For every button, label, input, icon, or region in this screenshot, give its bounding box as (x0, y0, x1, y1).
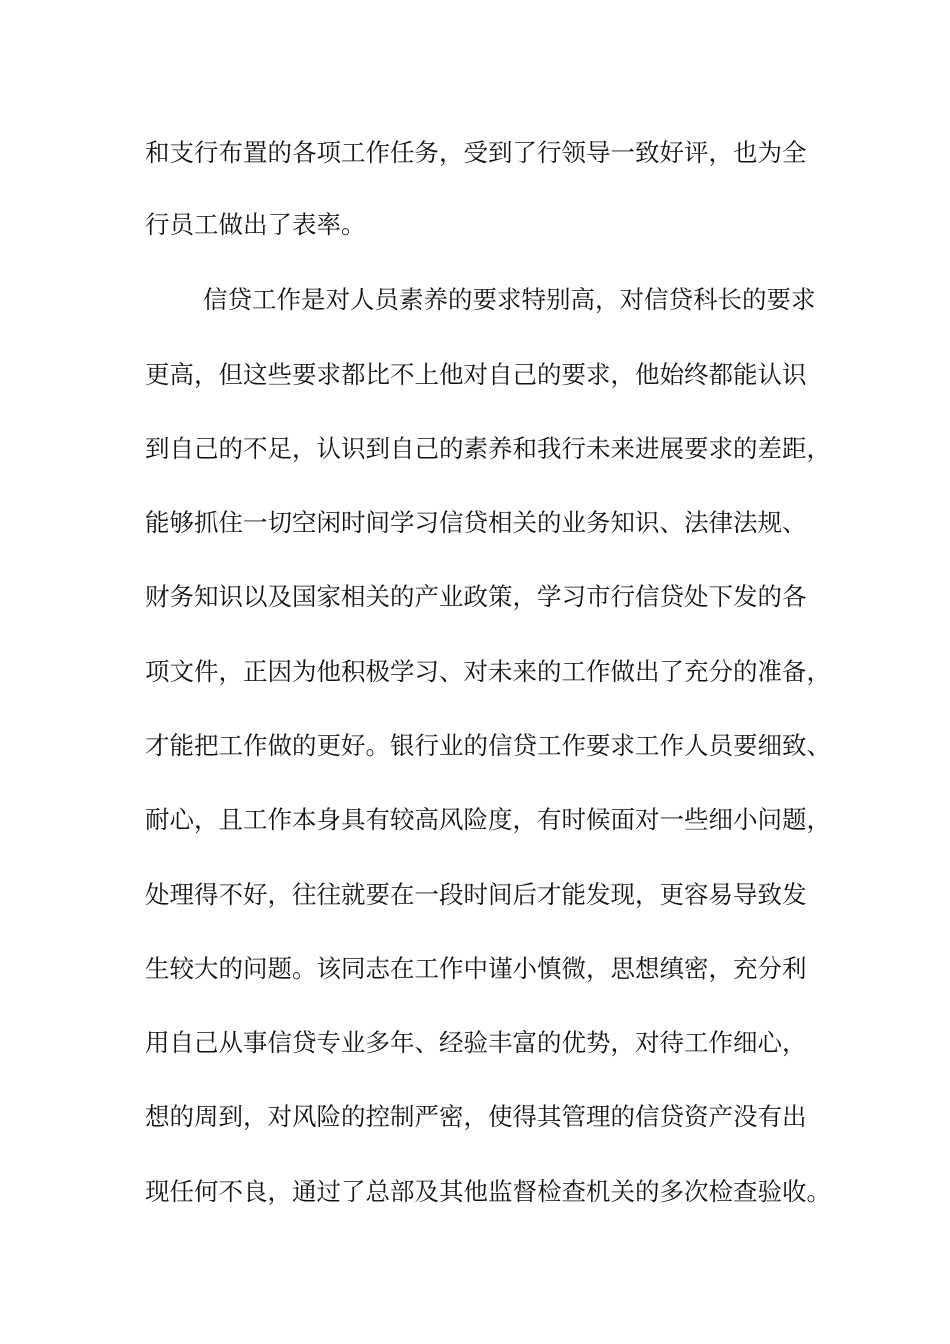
text-line: 生较大的问题。该同志在工作中谨小慎微，思想缜密，充分利 (145, 954, 807, 983)
text-line: 到自己的不足，认识到自己的素养和我行未来进展要求的差距， (145, 434, 831, 463)
text-line: 项文件，正因为他积极学习、对未来的工作做出了充分的准备， (145, 657, 831, 686)
text-line: 和支行布置的各项工作任务，受到了行领导一致好评，也为全 (145, 138, 807, 167)
text-line: 才能把工作做的更好。银行业的信贷工作要求工作人员要细致、 (145, 731, 831, 760)
text-line: 现任何不良，通过了总部及其他监督检查机关的多次检查验收。 (145, 1177, 831, 1206)
text-line: 用自己从事信贷专业多年、经验丰富的优势，对待工作细心， (145, 1028, 807, 1057)
text-line: 处理得不好，往往就要在一段时间后才能发现，更容易导致发 (145, 880, 807, 909)
text-line: 财务知识以及国家相关的产业政策，学习市行信贷处下发的各 (145, 582, 807, 611)
text-line: 更高，但这些要求都比不上他对自己的要求，他始终都能认识 (145, 360, 807, 389)
text-line: 耐心，且工作本身具有较高风险度，有时候面对一些细小问题， (145, 805, 831, 834)
text-line: 能够抓住一切空闲时间学习信贷相关的业务知识、法律法规、 (145, 508, 807, 537)
paragraph-first-line: 信贷工作是对人员素养的要求特别高，对信贷科长的要求 (203, 285, 816, 314)
text-line: 想的周到，对风险的控制严密，使得其管理的信贷资产没有出 (145, 1102, 807, 1131)
text-line: 行员工做出了表率。 (145, 210, 366, 239)
